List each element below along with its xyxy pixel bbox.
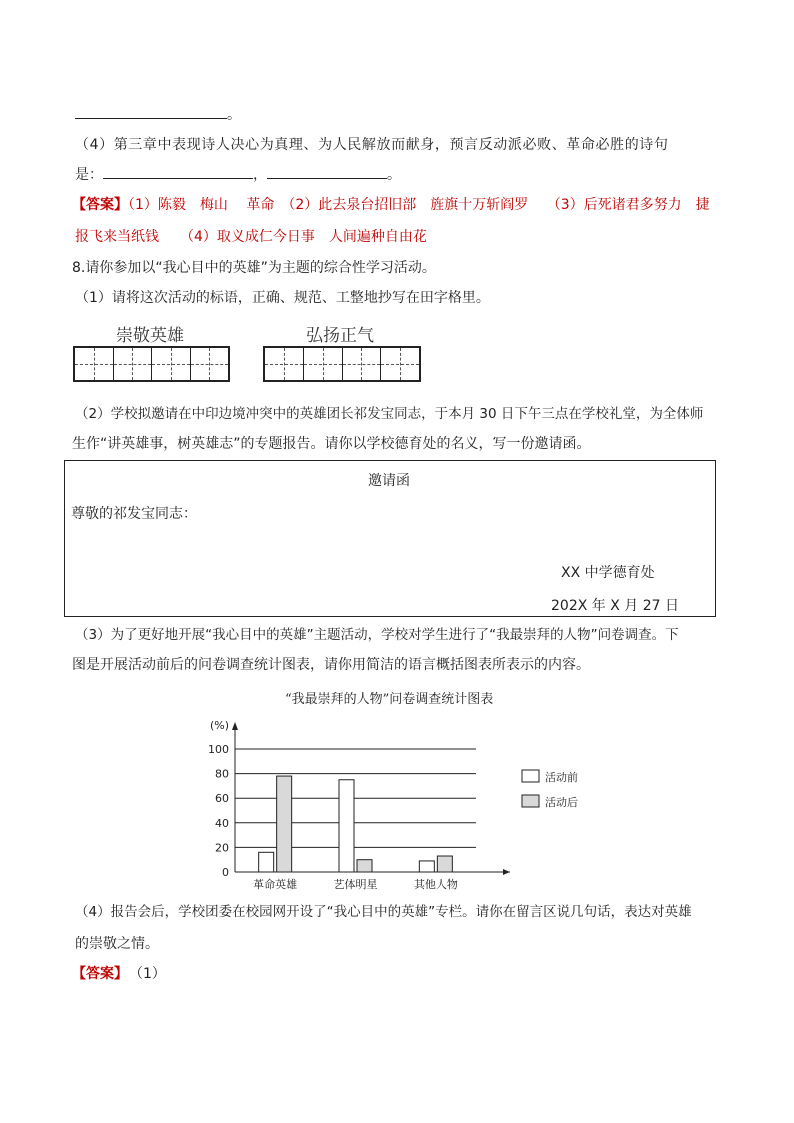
blank-line-top: 。 [75, 104, 241, 125]
legend-label: 活动前 [545, 771, 578, 784]
answer-block-2 [72, 964, 166, 984]
question-8-title: 8.请你参加以“我心目中的英雄”为主题的综合性学习活动。 [72, 260, 436, 276]
tianzige-grid-2[interactable] [263, 346, 421, 382]
question-4-text: （4）第三章中表现诗人决心为真理、为人民解放而献身，预言反动派必败、革命必胜的诗句 [75, 137, 669, 153]
slogan-1: 崇敬英雄 [116, 326, 184, 346]
legend-label: 活动后 [545, 796, 578, 809]
answer-text-cont: 报飞来当纸钱 （4）取义成仁今日事 人间遍种自由花 [75, 229, 427, 245]
x-tick-label: 革命英雄 [253, 878, 298, 891]
y-tick-label: 100 [208, 743, 229, 756]
chart-title: “我最崇拜的人物”问卷调查统计图表 [285, 692, 494, 707]
bar [357, 860, 372, 872]
question-8-sub3-cont: 图是开展活动前后的问卷调查统计图表，请你用简洁的语言概括图表所表示的内容。 [72, 657, 590, 673]
tianzige-cell[interactable] [381, 348, 419, 380]
letter-date: 202X 年 X 月 27 日 [551, 598, 679, 614]
y-tick-label: 20 [215, 841, 229, 855]
letter-greeting: 尊敬的祁发宝同志： [71, 506, 197, 522]
question-8-sub3: （3）为了更好地开展“我心目中的英雄”主题活动，学校对学生进行了“我最崇拜的人物”问卷调查。下 [75, 627, 679, 643]
answer-label: 【答案】 [72, 966, 128, 982]
tianzige-cell[interactable] [152, 348, 191, 380]
y-tick-label: 60 [215, 792, 229, 806]
letter-title: 邀请函 [368, 473, 410, 489]
y-axis-arrow [232, 722, 238, 730]
invitation-letter-box[interactable] [64, 460, 716, 617]
answer-blank[interactable] [267, 164, 387, 179]
tianzige-cell[interactable] [304, 348, 343, 380]
answer-block-1 [72, 195, 710, 215]
answer-blank[interactable] [75, 104, 227, 119]
x-axis-arrow [503, 869, 510, 875]
bar [277, 776, 292, 872]
x-tick-label: 其他人物 [413, 878, 458, 891]
bar [437, 856, 452, 872]
question-8-sub4: （4）报告会后，学校团委在校园网开设了“我心目中的英雄”专栏。请你在留言区说几句话，表达对英雄 [75, 904, 692, 920]
bar [339, 780, 354, 872]
slogan-2: 弘扬正气 [306, 326, 374, 346]
y-axis-label: (%) [209, 719, 229, 732]
answer-blank[interactable] [103, 164, 253, 179]
tianzige-cell[interactable] [343, 348, 382, 380]
tianzige-cell[interactable] [114, 348, 153, 380]
answer-text: （1） [136, 966, 166, 982]
tianzige-grid-1[interactable] [73, 346, 230, 382]
question-8-sub4-cont: 的崇敬之情。 [75, 936, 159, 952]
x-tick-label: 艺体明星 [333, 878, 378, 891]
question-4-answer-line: 是： ， 。 [75, 164, 401, 185]
y-tick-label: 80 [215, 767, 229, 781]
bar [259, 852, 274, 872]
letter-signature: XX 中学德育处 [561, 565, 655, 581]
tianzige-cell[interactable] [191, 348, 229, 380]
legend-swatch [522, 770, 539, 782]
question-8-sub2-cont: 生作“讲英雄事，树英雄志”的专题报告。请你以学校德育处的名义，写一份邀请函。 [72, 436, 591, 452]
bar [419, 861, 434, 872]
answer-label: 【答案】 [72, 197, 128, 213]
tianzige-cell[interactable] [75, 348, 114, 380]
bar-chart [0, 700, 794, 900]
answer-text: （1）陈毅 梅山 革命 （2）此去泉台招旧部 旌旗十万斩阎罗 （3）后死诸君多努力 捷 [128, 197, 710, 213]
question-8-sub2: （2）学校拟邀请在中印边境冲突中的英雄团长祁发宝同志，于本月 30 日下午三点在学校礼堂，为全体师 [75, 406, 704, 422]
tianzige-cell[interactable] [265, 348, 304, 380]
y-tick-label: 40 [215, 816, 229, 830]
question-8-sub1: （1）请将这次活动的标语，正确、规范、工整地抄写在田字格里。 [75, 290, 490, 306]
legend-swatch [522, 795, 539, 807]
y-tick-label: 0 [222, 866, 229, 879]
